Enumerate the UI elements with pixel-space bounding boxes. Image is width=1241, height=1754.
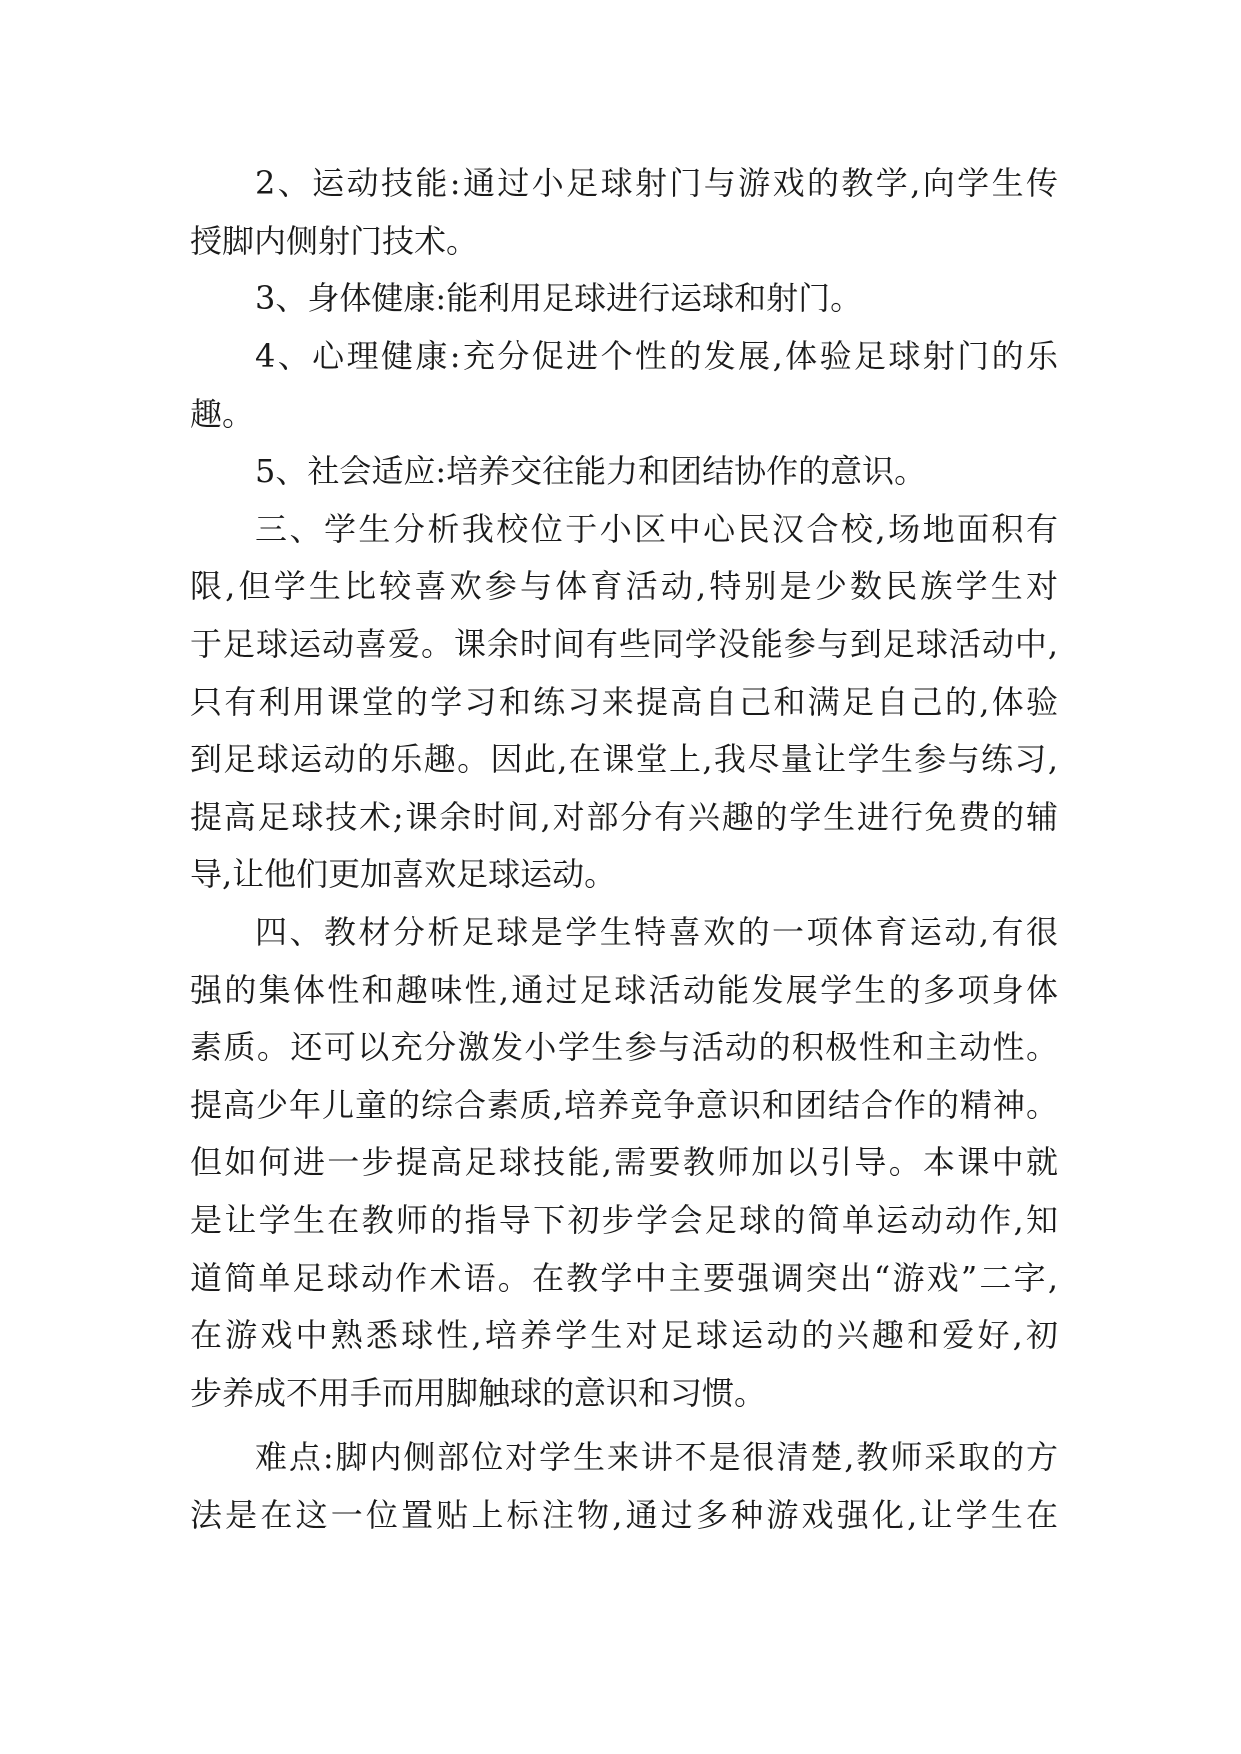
paragraph-line: 素质。还可以充分激发小学生参与活动的积极性和主动性。 [190, 1028, 1058, 1066]
paragraph-line: 难点:脚内侧部位对学生来讲不是很清楚,教师采取的方 [255, 1438, 1058, 1476]
paragraph-line: 于足球运动喜爱。课余时间有些同学没能参与到足球活动中, [190, 625, 1058, 663]
paragraph-line: 4、心理健康:充分促进个性的发展,体验足球射门的乐 [255, 337, 1058, 375]
paragraph-line: 四、教材分析足球是学生特喜欢的一项体育运动,有很 [255, 913, 1058, 951]
paragraph-line: 3、身体健康:能利用足球进行运球和射门。 [255, 279, 863, 317]
paragraph-line: 到足球运动的乐趣。因此,在课堂上,我尽量让学生参与练习, [190, 740, 1058, 778]
paragraph-line: 限,但学生比较喜欢参与体育活动,特别是少数民族学生对 [190, 567, 1058, 605]
paragraph-line: 导,让他们更加喜欢足球运动。 [190, 855, 617, 893]
paragraph-line: 只有利用课堂的学习和练习来提高自己和满足自己的,体验 [190, 683, 1058, 721]
paragraph-line: 道简单足球动作术语。在教学中主要强调突出“游戏”二字, [190, 1259, 1058, 1297]
paragraph-line: 趣。 [190, 395, 255, 433]
paragraph-line: 是让学生在教师的指导下初步学会足球的简单运动动作,知 [190, 1201, 1058, 1239]
paragraph-line: 强的集体性和趣味性,通过足球活动能发展学生的多项身体 [190, 971, 1058, 1009]
paragraph-line: 但如何进一步提高足球技能,需要教师加以引导。本课中就 [190, 1143, 1058, 1181]
paragraph-line: 2、运动技能:通过小足球射门与游戏的教学,向学生传 [255, 164, 1058, 202]
paragraph-line: 授脚内侧射门技术。 [190, 222, 479, 260]
paragraph-line: 提高足球技术;课余时间,对部分有兴趣的学生进行免费的辅 [190, 798, 1058, 836]
paragraph-line: 步养成不用手而用脚触球的意识和习惯。 [190, 1374, 767, 1412]
paragraph-line: 提高少年儿童的综合素质,培养竞争意识和团结合作的精神。 [190, 1086, 1058, 1124]
paragraph-line: 三、学生分析我校位于小区中心民汉合校,场地面积有 [255, 510, 1058, 548]
paragraph-line: 在游戏中熟悉球性,培养学生对足球运动的兴趣和爱好,初 [190, 1316, 1058, 1354]
paragraph-line: 法是在这一位置贴上标注物,通过多种游戏强化,让学生在 [190, 1496, 1058, 1534]
paragraph-line: 5、社会适应:培养交往能力和团结协作的意识。 [255, 452, 927, 490]
